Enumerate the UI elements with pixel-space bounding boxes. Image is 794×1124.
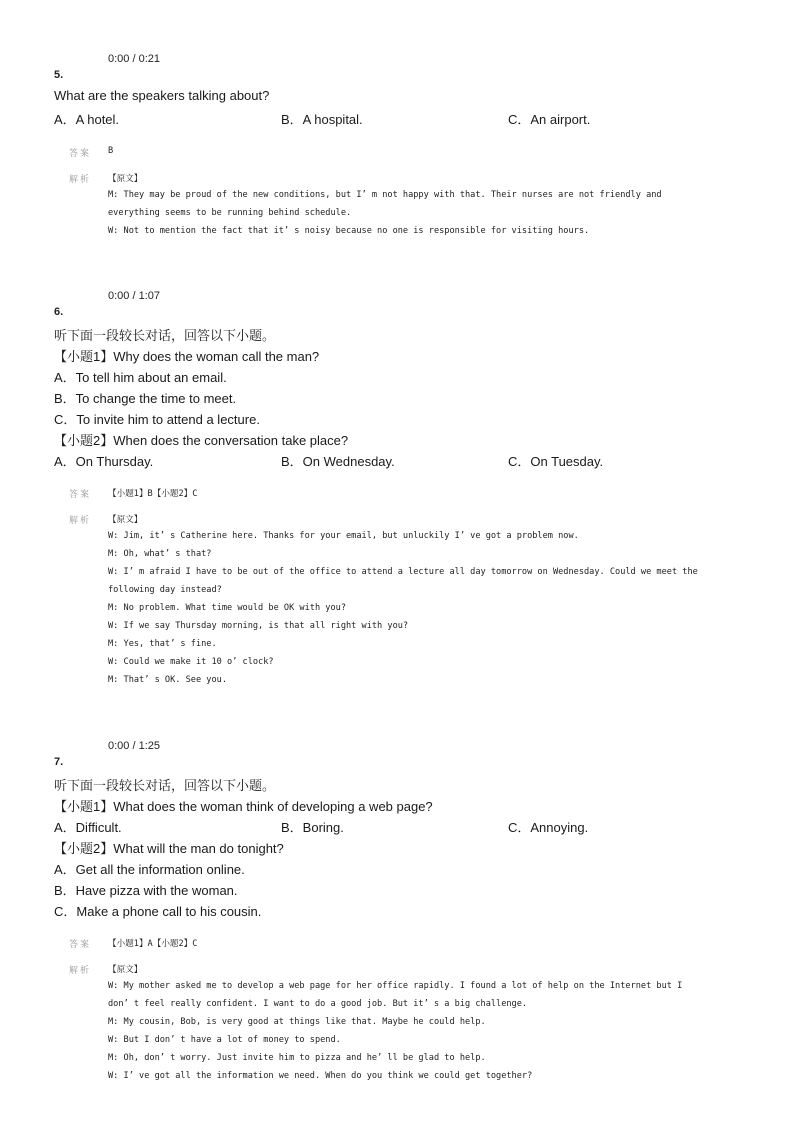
option-b: B．Boring. <box>281 820 344 835</box>
question-intro: 听下面一段较长对话，回答以下小题。 <box>54 778 276 793</box>
transcript-line: everything seems to be running behind schedule. <box>108 208 352 218</box>
option-a: A．To tell him about an email. <box>54 370 227 385</box>
option-c: C．Make a phone call to his cousin. <box>54 904 262 919</box>
option-a: A．Difficult. <box>54 820 122 835</box>
transcript-line: W: I’ ve got all the information we need. When do you think we could get together? <box>108 1071 533 1081</box>
transcript-line: W: I’ m afraid I have to be out of the office to attend a lecture all day tomorrow on Wednesday. Could we meet the <box>108 567 698 577</box>
option-b: B．To change the time to meet. <box>54 391 237 406</box>
transcript-header: 【原文】 <box>108 174 143 184</box>
transcript-line: W: But I don’ t have a lot of money to spend. <box>108 1035 341 1045</box>
answer-value: 【小题1】B【小题2】C <box>108 489 198 499</box>
option-c: C．On Tuesday. <box>508 454 604 469</box>
transcript-line: M: Oh, what’ s that? <box>108 549 212 559</box>
option-c: C．An airport. <box>508 112 591 127</box>
sub-question-2: 【小题2】What will the man do tonight? <box>54 841 284 856</box>
analysis-label: 解析 <box>69 516 92 526</box>
transcript-line: M: Yes, that’ s fine. <box>108 639 217 649</box>
option-a: A．On Thursday. <box>54 454 154 469</box>
transcript-line: W: Jim, it’ s Catherine here. Thanks for your email, but unluckily I’ ve got a problem now. <box>108 531 579 541</box>
option-a: A．Get all the information online. <box>54 862 245 877</box>
analysis-label: 解析 <box>69 966 92 976</box>
question-number: 5. <box>54 69 64 81</box>
option-b: B．A hospital. <box>281 112 363 127</box>
transcript-line: M: Oh, don’ t worry. Just invite him to pizza and he’ ll be glad to help. <box>108 1053 486 1063</box>
transcript-line: M: They may be proud of the new conditions, but I’ m not happy with that. Their nurses are not friendly and <box>108 190 662 200</box>
transcript-line: M: My cousin, Bob, is very good at things like that. Maybe he could help. <box>108 1017 486 1027</box>
option-c: C．Annoying. <box>508 820 589 835</box>
option-b: B．On Wednesday. <box>281 454 395 469</box>
option-a: A．A hotel. <box>54 112 120 127</box>
transcript-line: following day instead? <box>108 585 222 595</box>
sub-question-1: 【小题1】Why does the woman call the man? <box>54 349 320 364</box>
question-text: What are the speakers talking about? <box>54 88 270 103</box>
transcript-header: 【原文】 <box>108 515 143 525</box>
transcript-header: 【原文】 <box>108 965 143 975</box>
audio-time[interactable]: 0:00 / 1:07 <box>108 290 160 302</box>
audio-time[interactable]: 0:00 / 1:25 <box>108 740 160 752</box>
option-c: C．To invite him to attend a lecture. <box>54 412 260 427</box>
answer-value: B <box>108 146 114 156</box>
transcript-line: don’ t feel really confident. I want to do a good job. But it’ s a big challenge. <box>108 999 528 1009</box>
transcript-line: W: If we say Thursday morning, is that all right with you? <box>108 621 409 631</box>
transcript-line: W: Not to mention the fact that it’ s noisy because no one is responsible for visiting hours. <box>108 226 590 236</box>
transcript-line: M: That’ s OK. See you. <box>108 675 227 685</box>
question-number: 7. <box>54 756 64 768</box>
answer-label: 答案 <box>69 490 92 500</box>
question-number: 6. <box>54 306 64 318</box>
question-intro: 听下面一段较长对话，回答以下小题。 <box>54 328 276 343</box>
transcript-line: M: No problem. What time would be OK with you? <box>108 603 346 613</box>
option-b: B．Have pizza with the woman. <box>54 883 238 898</box>
sub-question-1: 【小题1】What does the woman think of developing a web page? <box>54 799 433 814</box>
transcript-line: W: My mother asked me to develop a web page for her office rapidly. I found a lot of help on the Internet but I <box>108 981 683 991</box>
analysis-label: 解析 <box>69 175 92 185</box>
answer-value: 【小题1】A【小题2】C <box>108 939 198 949</box>
answer-label: 答案 <box>69 940 92 950</box>
sub-question-2: 【小题2】When does the conversation take place? <box>54 433 349 448</box>
answer-label: 答案 <box>69 149 92 159</box>
transcript-line: W: Could we make it 10 o’ clock? <box>108 657 274 667</box>
audio-time[interactable]: 0:00 / 0:21 <box>108 53 160 65</box>
